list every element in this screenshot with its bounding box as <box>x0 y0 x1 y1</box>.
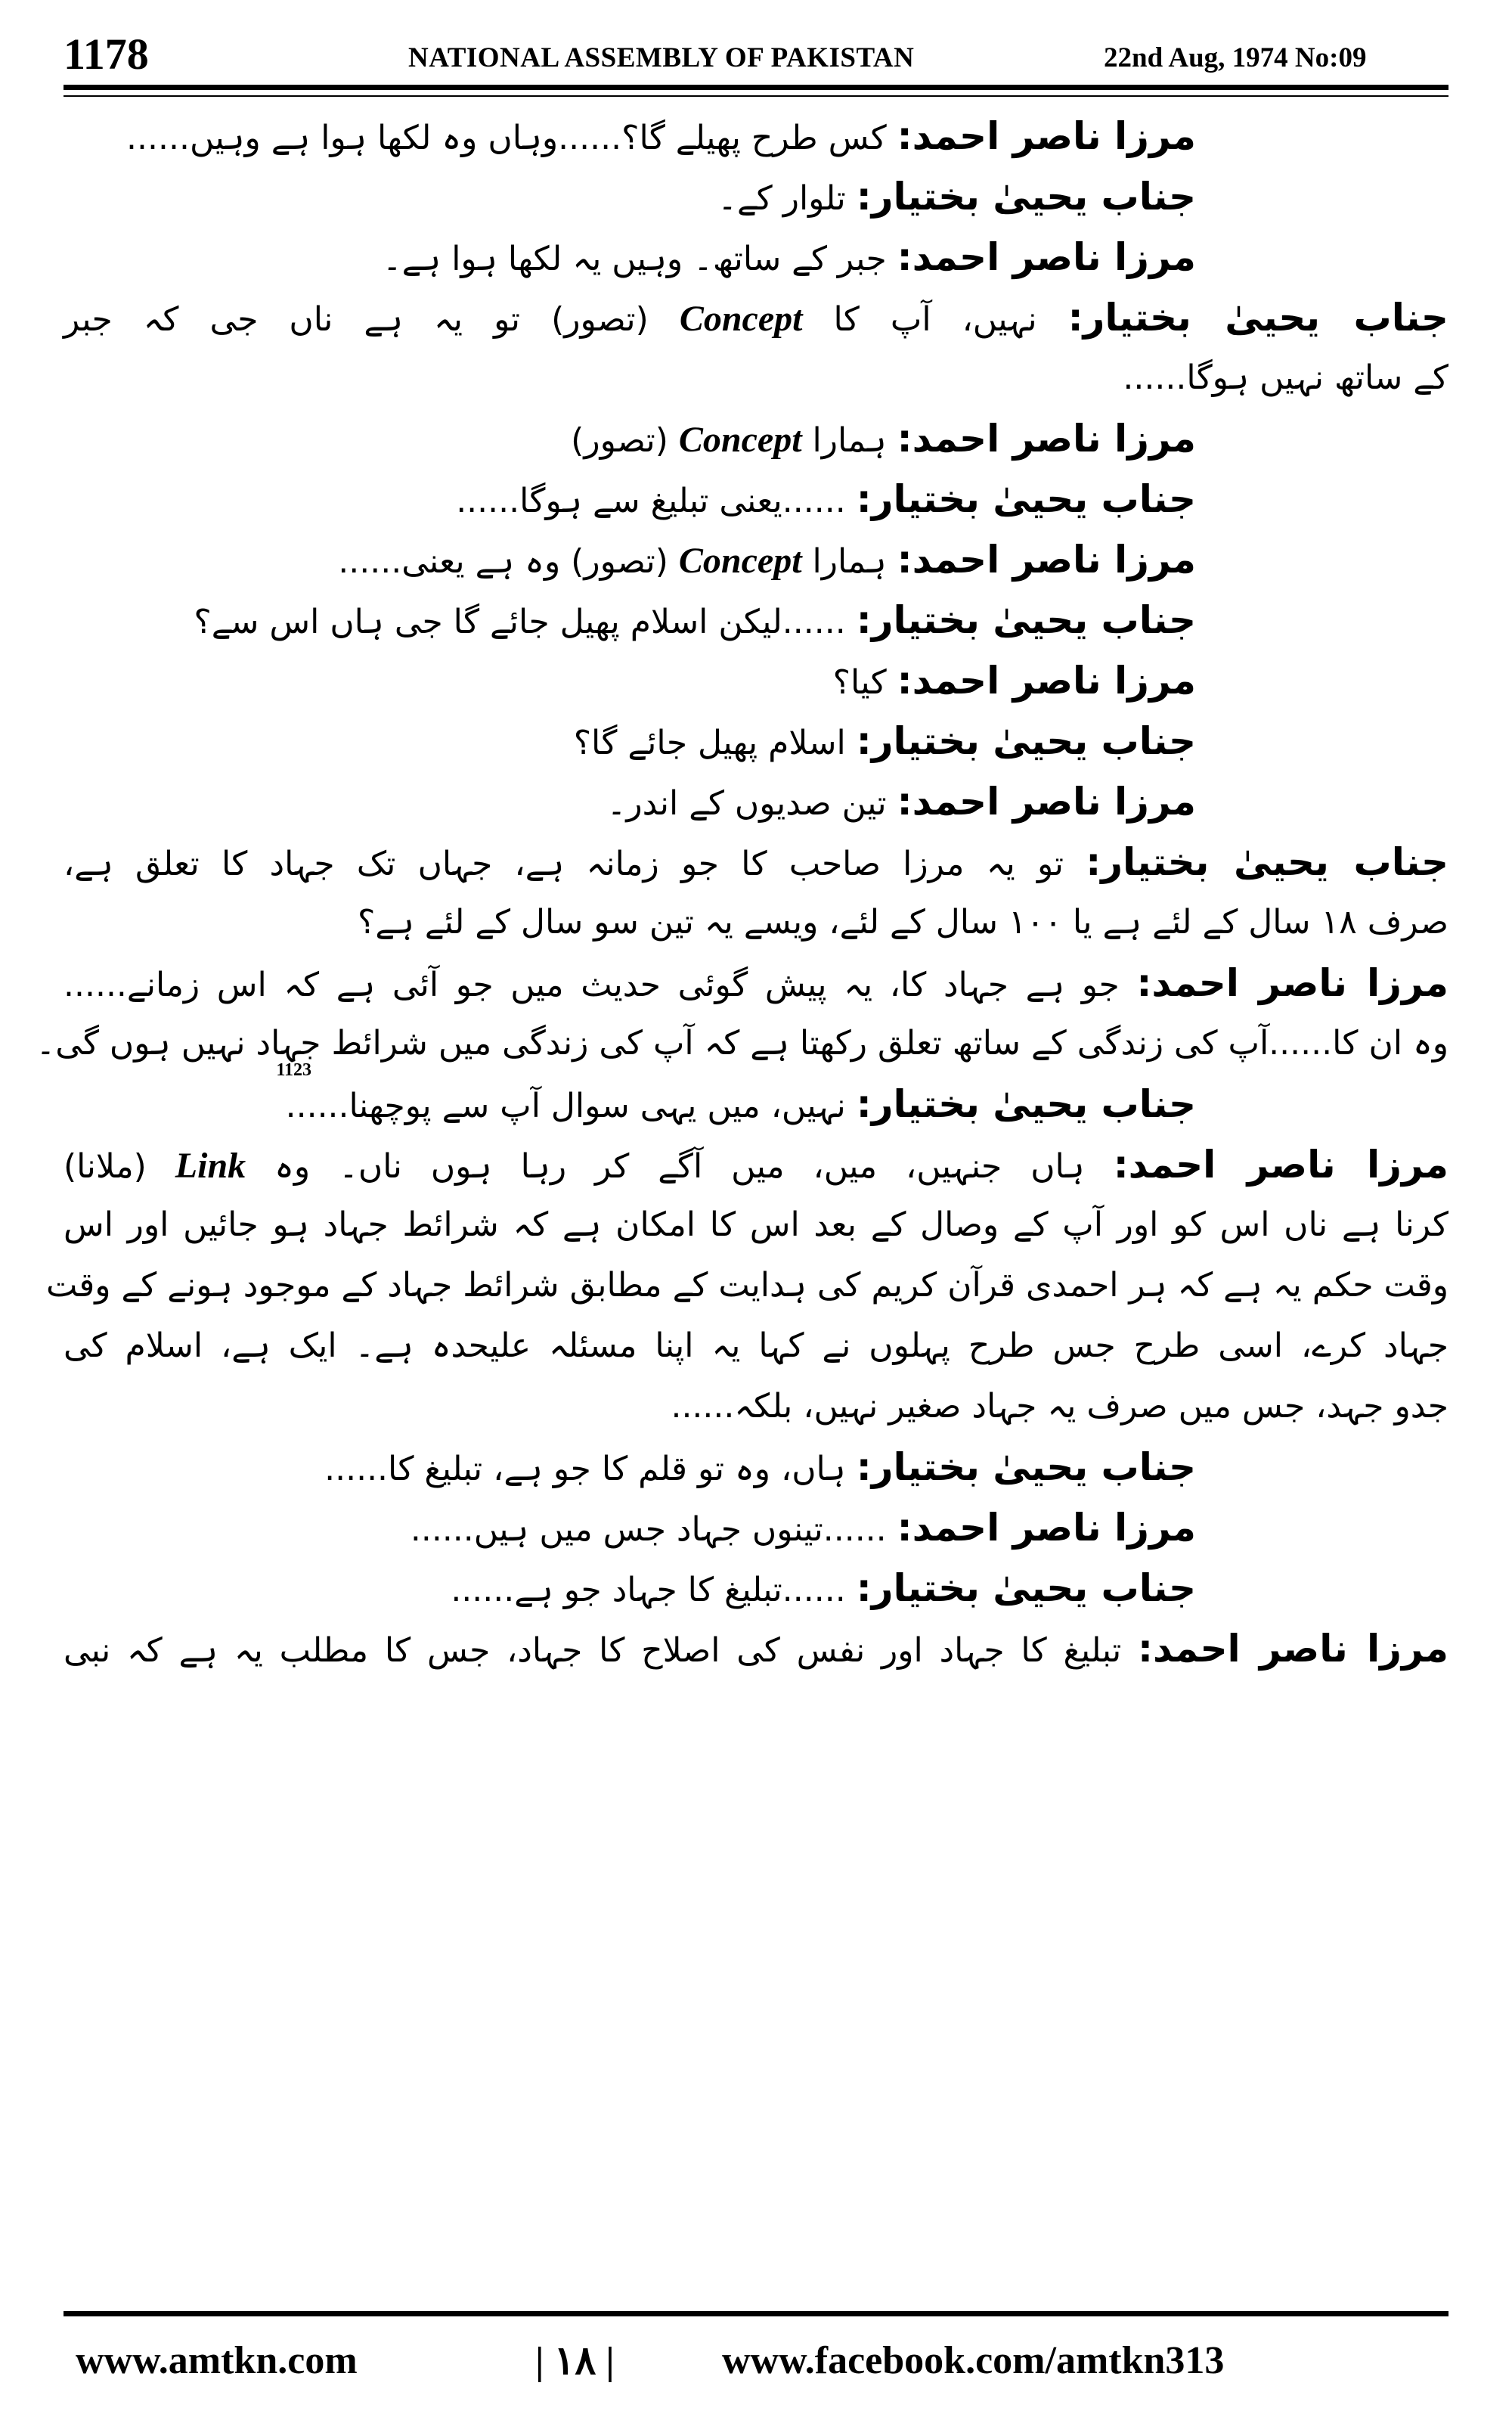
transcript-line <box>194 590 1196 650</box>
speech-text: کیا؟ <box>832 663 887 702</box>
transcript-line <box>286 1074 1196 1134</box>
speech-text: کس طرح پھیلے گا؟......وہاں وہ لکھا ہوا ہے وہیں...... <box>126 119 887 157</box>
page-header <box>0 0 1512 83</box>
transcript-line <box>64 1134 1448 1195</box>
speech-text: تبلیغ کا جہاد اور نفس کی اصلاح کا جہاد، جس کا مطلب یہ ہے کہ نبی <box>64 1631 1122 1670</box>
speaker-name: جناب یحییٰ بختیار: <box>856 719 1196 763</box>
transcript-line <box>36 1013 1448 1074</box>
speech-text: ......تبلیغ کا جہاد جو ہے...... <box>451 1571 846 1609</box>
speech-text: (تصور) وہ ہے یعنی...... <box>338 542 668 581</box>
website-link[interactable]: www.amtkn.com <box>76 2339 358 2382</box>
transcript-line <box>126 106 1196 166</box>
speech-text: کرنا ہے ناں اس کو اور آپ کے وصال کے بعد اس کا امکان ہے کہ شرائط جہاد ہو جائیں اور اس <box>64 1205 1448 1244</box>
transcript-line <box>1123 348 1448 408</box>
speaker-name: مرزا ناصر احمد: <box>897 659 1196 703</box>
speech-text: ......تینوں جہاد جس میں ہیں...... <box>410 1510 887 1549</box>
speech-text: ہمارا <box>812 542 887 581</box>
speech-text: ہاں جنہیں، میں، میں آگے کر رہا ہوں ناں۔ وہ <box>274 1147 1085 1186</box>
transcript-line <box>456 469 1196 529</box>
speech-text: نہیں، آپ کا <box>833 300 1037 339</box>
speaker-name: جناب یحییٰ بختیار: <box>1086 840 1448 884</box>
transcript-body <box>36 106 1448 2299</box>
english-term: Concept <box>679 299 803 339</box>
english-term: Link <box>175 1146 246 1186</box>
transcript-line <box>64 832 1448 892</box>
transcript-line <box>574 711 1196 771</box>
transcript-line <box>451 1558 1196 1618</box>
speech-text: تو یہ مرزا صاحب کا جو زمانہ ہے، جہاں تک جہاد کا تعلق ہے، <box>64 845 1064 883</box>
speaker-name: مرزا ناصر احمد: <box>897 538 1196 582</box>
speaker-name: جناب یحییٰ بختیار: <box>856 175 1196 219</box>
transcript-line <box>64 1618 1448 1679</box>
transcript-line <box>833 650 1196 711</box>
footer-page-number: | ۱۸ | <box>535 2340 615 2383</box>
speech-text: (تصور) تو یہ ہے ناں جی کہ جبر <box>64 300 649 339</box>
transcript-line <box>411 1497 1196 1558</box>
speaker-name: جناب یحییٰ بختیار: <box>856 477 1196 521</box>
speaker-name: مرزا ناصر احمد: <box>897 417 1196 461</box>
transcript-line <box>64 953 1448 1013</box>
transcript-line <box>571 408 1196 469</box>
transcript-line <box>607 771 1196 832</box>
header-rule-thin <box>64 95 1448 97</box>
transcript-line <box>64 1316 1448 1376</box>
speaker-name: جناب یحییٰ بختیار: <box>1067 296 1448 340</box>
speech-text: ......یعنی تبلیغ سے ہوگا...... <box>456 482 846 520</box>
transcript-line <box>338 529 1196 590</box>
transcript-line <box>383 227 1196 287</box>
speech-text: ہمارا <box>812 421 887 460</box>
running-title: NATIONAL ASSEMBLY OF PAKISTAN <box>408 42 915 73</box>
english-term: Concept <box>678 420 802 460</box>
speech-text: تلوار کے۔ <box>717 179 846 218</box>
transcript-line <box>671 1376 1448 1437</box>
speaker-name: مرزا ناصر احمد: <box>897 780 1196 824</box>
speaker-name: مرزا ناصر احمد: <box>897 235 1196 279</box>
speech-text: ......لیکن اسلام پھیل جائے گا جی ہاں اس سے؟ <box>194 603 846 641</box>
english-term: Concept <box>678 541 802 581</box>
page-number: 1178 <box>64 29 149 79</box>
speaker-name: مرزا ناصر احمد: <box>1138 1627 1448 1671</box>
speech-text: جبر کے ساتھ۔ وہیں یہ لکھا ہوا ہے۔ <box>382 240 887 278</box>
transcript-line <box>64 1195 1448 1255</box>
speech-text: جہاد کرے، اسی طرح جس طرح پہلوں نے کہا یہ اپنا مسئلہ علیحدہ ہے۔ ایک ہے، اسلام کی <box>64 1326 1448 1365</box>
transcript-line <box>46 1255 1448 1316</box>
transcript-line <box>358 892 1448 953</box>
speech-text: تین صدیوں کے اندر۔ <box>606 784 887 823</box>
speech-text: ہاں، وہ تو قلم کا جو ہے، تبلیغ کا...... <box>324 1450 846 1488</box>
footer-rule <box>64 2311 1448 2316</box>
speech-text: جو ہے جہاد کا، یہ پیش گوئی حدیث میں جو آئی ہے کہ اس زمانے...... <box>64 966 1120 1004</box>
speech-text: (ملانا) <box>64 1147 147 1186</box>
transcript-line <box>324 1437 1196 1497</box>
speech-text: کے ساتھ نہیں ہوگا...... <box>1123 358 1448 397</box>
speech-text: جدو جہد، جس میں صرف یہ جہاد صغیر نہیں، بلکہ...... <box>671 1387 1448 1426</box>
page-footer <box>0 2329 1512 2397</box>
speaker-name: مرزا ناصر احمد: <box>1136 961 1448 1005</box>
speech-text: (تصور) <box>571 421 668 460</box>
speech-text: وہ ان کا......آپ کی زندگی کے ساتھ تعلق رکھتا ہے کہ آپ کی زندگی میں شرائط جہاد نہیں ہوں گی۔ <box>36 1024 1448 1063</box>
speaker-name: مرزا ناصر احمد: <box>1113 1143 1448 1187</box>
session-date: 22nd Aug, 1974 No:09 <box>1104 42 1367 73</box>
speech-text: اسلام پھیل جائے گا؟ <box>573 724 846 762</box>
speech-text: نہیں، میں یہی سوال آپ سے پوچھنا...... <box>285 1087 846 1125</box>
speech-text: وقت حکم یہ ہے کہ ہر احمدی قرآن کریم کی ہدایت کے مطابق شرائط جہاد کے موجود ہونے کے وقت <box>46 1266 1448 1305</box>
facebook-link[interactable]: www.facebook.com/amtkn313 <box>722 2339 1225 2382</box>
transcript-line <box>717 166 1196 227</box>
speaker-name: جناب یحییٰ بختیار: <box>856 1082 1196 1126</box>
speaker-name: مرزا ناصر احمد: <box>897 114 1196 158</box>
speaker-name: جناب یحییٰ بختیار: <box>856 598 1196 642</box>
transcript-line <box>64 287 1448 348</box>
header-rule-thick <box>64 85 1448 90</box>
footnote-marker: 1123 <box>276 1060 311 1080</box>
speaker-name: جناب یحییٰ بختیار: <box>856 1566 1196 1610</box>
speaker-name: جناب یحییٰ بختیار: <box>856 1445 1196 1489</box>
speech-text: صرف ۱۸ سال کے لئے ہے یا ۱۰۰ سال کے لئے، ویسے یہ تین سو سال کے لئے ہے؟ <box>357 903 1448 942</box>
speaker-name: مرزا ناصر احمد: <box>897 1506 1196 1550</box>
